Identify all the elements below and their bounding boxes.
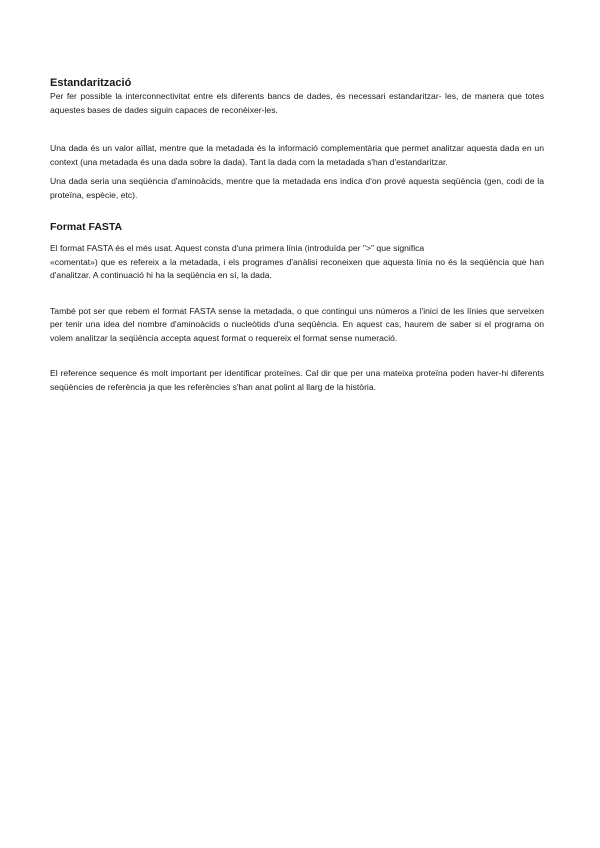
paragraph-fasta-sense-metadada: També pot ser que rebem el format FASTA sense la metadada, o que contingui uns números a l'inici de les línies que serveixen per tenir una idea del nombre d'aminoàcids o nucleòtids d'una seqüència. En aquest cas, haurem de saber si el programa on volem analitzar la seqüència accepta aquest format o requereix el format sense numeració. <box>50 305 544 343</box>
heading-format-fasta: Format FASTA <box>50 221 123 233</box>
paragraph-fasta-rest: «comentat») que es refereix a la metadada, i els programes d'anàlisi reconeixen que aquesta línia no és la seqüència que han d'analitzar. A continuació hi ha la seqüència en sí, la dada. <box>50 256 544 280</box>
paragraph-fasta-line1: El format FASTA és el més usat. Aquest consta d'una primera línia (introduïda per ">" que significa <box>50 243 425 253</box>
paragraph-seq-aminoacids: Una dada seria una seqüència d'aminoàcids, mentre que la metadada ens indica d'on prové aquesta seqüència (gen, codi de la proteïna, espècie, etc). <box>50 176 544 200</box>
paragraph-interconnectivitat: Per fer possible la interconnectivitat entre els diferents bancs de dades, és necessari estandaritzar- les, de manera que totes aquestes bases de dades siguin capaces de reconèixer-les. <box>50 91 544 115</box>
heading-estandaritzacio: Estandarització <box>50 77 132 89</box>
document-body <box>50 77 544 394</box>
paragraph-dada-metadada: Una dada és un valor aïllat, mentre que la metadada és la informació complementària que permet analitzar aquesta dada en un context (una metadada és una dada sobre la dada). Tant la dada com la metadada s'han d'estandaritzar. <box>50 143 544 167</box>
paragraph-reference-sequence: El reference sequence és molt important per identificar proteïnes. Cal dir que per una mateixa proteïna poden haver-hi diferents seqüències de referència ja que les referències s'han anat polint al llarg de la història. <box>50 368 544 392</box>
